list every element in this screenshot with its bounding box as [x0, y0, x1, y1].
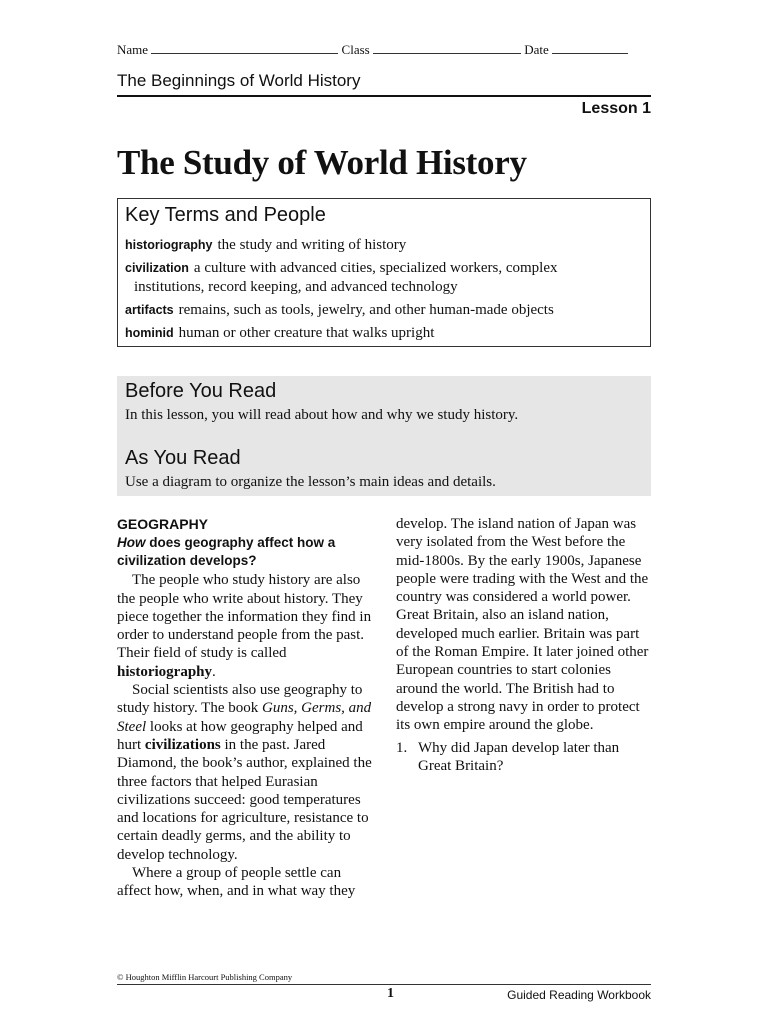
key-term-definition: remains, such as tools, jewelry, and other human-made objects: [178, 302, 554, 318]
name-label: Name: [117, 42, 149, 57]
key-term-item: [125, 259, 640, 297]
right-column: [396, 515, 652, 775]
as-you-read-text: Use a diagram to organize the lesson’s main ideas and details.: [125, 474, 496, 490]
review-question: [396, 739, 652, 776]
key-term-word: hominid: [125, 326, 174, 340]
guiding-question-emphasis: How: [117, 535, 146, 551]
key-term-word: civilization: [125, 261, 189, 275]
footer-divider: [117, 984, 651, 985]
date-field[interactable]: [552, 42, 628, 54]
class-field[interactable]: [373, 42, 521, 54]
key-term-item: [125, 301, 640, 320]
before-you-read-heading: Before You Read: [125, 380, 277, 402]
reading-guide-box: [117, 376, 651, 496]
left-column: [117, 515, 375, 901]
key-term-word: historiography: [125, 238, 213, 252]
paragraph-text: in the past. Jared Diamond, the book’s author, explained the three factors that helped Eurasian civilizations succeed: good temperatures and locations for agriculture, resistance to certain deadly germs, and the ability to develop technology.: [117, 736, 372, 863]
book-title: Guns, Germs, and Steel: [117, 700, 372, 735]
as-you-read-heading: As You Read: [125, 447, 241, 469]
guiding-question: [117, 534, 375, 569]
copyright-notice: © Houghton Mifflin Harcourt Publishing Company: [117, 972, 293, 982]
review-question-text: Why did Japan develop later than Great Britain?: [418, 739, 620, 774]
lesson-label: Lesson 1: [581, 100, 651, 117]
section-heading: GEOGRAPHY: [117, 516, 209, 532]
class-label: Class: [341, 42, 370, 57]
date-label: Date: [524, 42, 549, 57]
page-number: 1: [387, 986, 394, 1001]
unit-title: The Beginnings of World History: [117, 71, 361, 90]
review-question-number: 1.: [396, 739, 408, 756]
paragraph-text: Social scientists also use geography to study history. The book: [117, 682, 363, 717]
key-terms-heading: Key Terms and People: [125, 204, 326, 226]
paragraph-geography: [117, 681, 375, 864]
bold-term: historiography: [117, 663, 213, 680]
lesson-title: The Study of World History: [117, 143, 527, 182]
key-terms-list: [125, 236, 640, 347]
workbook-title: Guided Reading Workbook: [507, 988, 651, 1002]
key-term-item: [125, 236, 640, 255]
worksheet-page: [117, 0, 651, 1024]
paragraph-text: looks at how geography helped and hurt: [117, 718, 363, 753]
paragraph-japan-britain: develop. The island nation of Japan was very isolated from the West before the mid-1800s. By the early 1900s, Japanese people were trading with the West and the country was considered a world power. Great Britain, also an island nation, developed much earlier. Britain was part of the Roman Empire. It later joined other European countries to start colonies around the world. The British had to develop a strong navy in order to protect its own empire around the globe.: [396, 516, 649, 734]
key-term-definition-continued: institutions, record keeping, and advanced technology: [134, 279, 458, 295]
paragraph-settlement: Where a group of people settle can affect how, when, and in what way they: [117, 865, 356, 900]
key-term-definition: human or other creature that walks upright: [178, 325, 435, 341]
key-term-word: artifacts: [125, 303, 174, 317]
bold-term: civilizations: [144, 736, 221, 753]
before-you-read-text: In this lesson, you will read about how and why we study history.: [125, 407, 519, 423]
key-term-item: [125, 324, 640, 343]
paragraph-text: The people who study history are also the people who write about history. They piece together the information they find in order to understand people from the past. Their field of study is called: [117, 572, 372, 662]
name-field[interactable]: [151, 42, 338, 54]
guiding-question-text: does geography affect how a civilization develops?: [117, 535, 336, 568]
header-divider: [117, 95, 651, 97]
student-info-line: [117, 42, 651, 58]
key-term-definition: a culture with advanced cities, specialized workers, complex: [193, 260, 558, 276]
key-terms-box: [117, 198, 651, 347]
paragraph-text: .: [212, 663, 216, 680]
key-term-definition: the study and writing of history: [217, 237, 407, 253]
paragraph-historiography: [117, 571, 375, 681]
